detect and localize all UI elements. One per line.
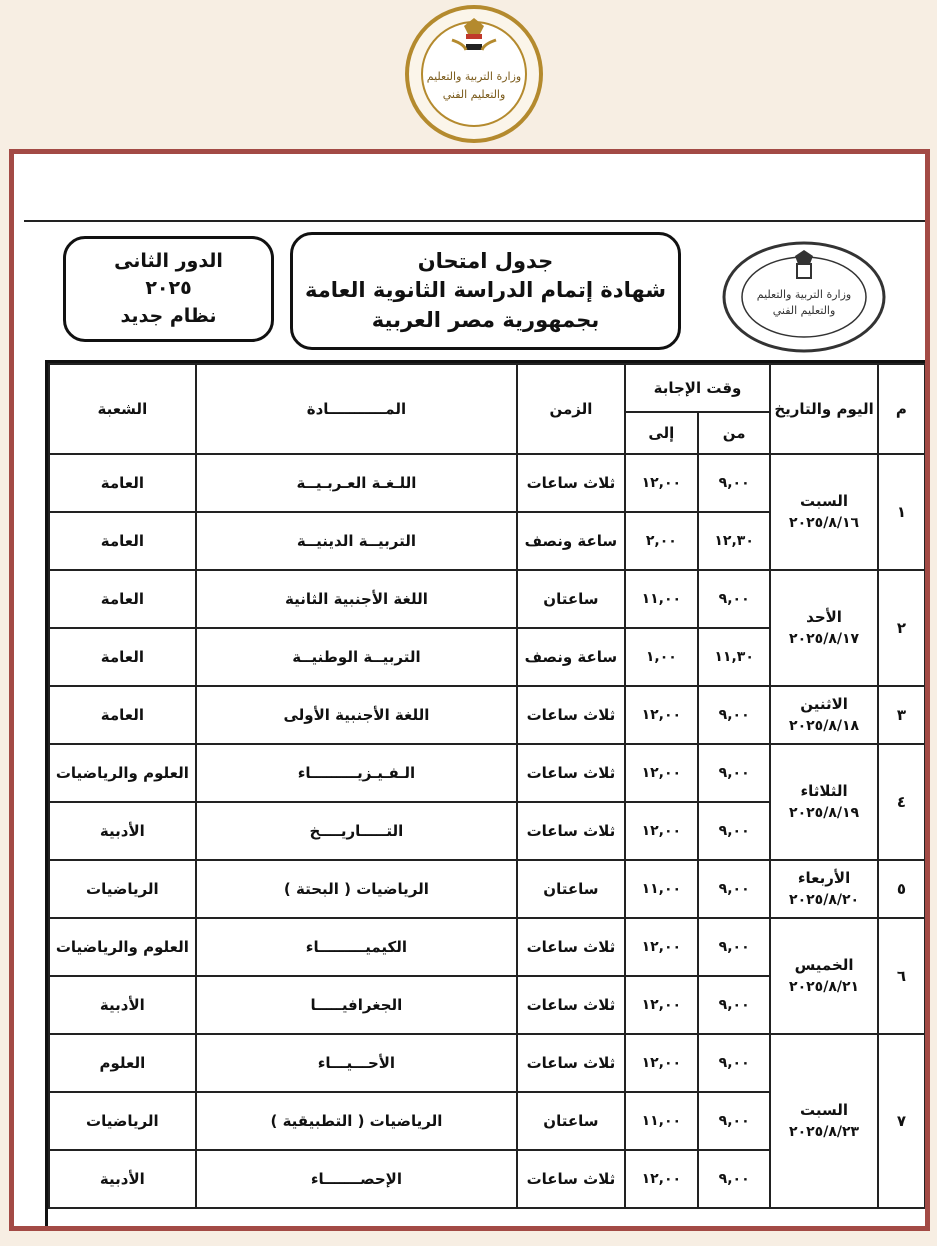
time-to: ١,٠٠ (625, 628, 698, 686)
header-from: من (698, 412, 770, 454)
branch: العامة (49, 686, 196, 744)
row-number: ٦ (878, 918, 925, 1034)
duration: ساعة ونصف (517, 628, 624, 686)
day-name: الأحد (806, 608, 842, 627)
title-box (290, 232, 681, 350)
page-title: جدول امتحان (417, 248, 554, 273)
time-to: ١٢,٠٠ (625, 454, 698, 512)
header-day: اليوم والتاريخ (770, 364, 877, 454)
time-from: ٩,٠٠ (698, 860, 770, 918)
duration: ثلاث ساعات (517, 976, 624, 1034)
day-date-cell (770, 570, 877, 686)
day-date-cell (770, 686, 877, 744)
duration: ثلاث ساعات (517, 686, 624, 744)
date: ٢٠٢٥/٨/٢٣ (789, 1123, 860, 1140)
branch: العامة (49, 512, 196, 570)
time-to: ١١,٠٠ (625, 570, 698, 628)
duration: ساعة ونصف (517, 512, 624, 570)
table-row (49, 918, 925, 976)
country-label: بجمهورية مصر العربية (371, 307, 600, 332)
subject: الرياضيات ( البحتة ) (196, 860, 517, 918)
divider (24, 220, 925, 222)
time-to: ١٢,٠٠ (625, 1034, 698, 1092)
duration: ثلاث ساعات (517, 802, 624, 860)
duration: ثلاث ساعات (517, 918, 624, 976)
time-from: ٩,٠٠ (698, 1092, 770, 1150)
time-to: ٢,٠٠ (625, 512, 698, 570)
subject: اللغة الأجنبية الأولى (196, 686, 517, 744)
time-to: ١٢,٠٠ (625, 918, 698, 976)
ministry-seal-header (719, 240, 889, 355)
duration: ساعتان (517, 860, 624, 918)
subject: التـــــاريــــخ (196, 802, 517, 860)
branch: الرياضيات (49, 1092, 196, 1150)
header-answer-time: وقت الإجابة (625, 364, 771, 412)
time-to: ١٢,٠٠ (625, 686, 698, 744)
duration: ساعتان (517, 1092, 624, 1150)
time-from: ١٢,٣٠ (698, 512, 770, 570)
day-name: السبت (800, 1101, 849, 1120)
header-duration: الزمن (517, 364, 624, 454)
page-subtitle: شهادة إتمام الدراسة الثانوية العامة (305, 278, 666, 303)
row-number: ٢ (878, 570, 925, 686)
date: ٢٠٢٥/٨/٢٠ (789, 891, 860, 908)
time-to: ١٢,٠٠ (625, 744, 698, 802)
row-number: ١ (878, 454, 925, 570)
time-from: ٩,٠٠ (698, 1150, 770, 1208)
table-row (49, 1034, 925, 1092)
branch: العلوم والرياضيات (49, 744, 196, 802)
time-to: ١٢,٠٠ (625, 976, 698, 1034)
table-row (49, 744, 925, 802)
time-from: ١١,٣٠ (698, 628, 770, 686)
exam-round-box (63, 236, 274, 342)
branch: العامة (49, 628, 196, 686)
year-label: ٢٠٢٥ (145, 277, 192, 300)
table-row (49, 686, 925, 744)
date: ٢٠٢٥/٨/١٨ (789, 717, 860, 734)
day-date-cell (770, 454, 877, 570)
time-from: ٩,٠٠ (698, 454, 770, 512)
duration: ثلاث ساعات (517, 1150, 624, 1208)
time-from: ٩,٠٠ (698, 802, 770, 860)
day-name: الاثنين (800, 695, 848, 714)
branch: العامة (49, 570, 196, 628)
header-to: إلى (625, 412, 698, 454)
header-subject: المـــــــــــادة (196, 364, 517, 454)
row-number: ٧ (878, 1034, 925, 1208)
subject: الـفـيـزيـــــــــاء (196, 744, 517, 802)
header-branch: الشعبة (49, 364, 196, 454)
day-name: الخميس (794, 956, 854, 975)
time-to: ١٢,٠٠ (625, 802, 698, 860)
branch: الأدبية (49, 802, 196, 860)
duration: ثلاث ساعات (517, 1034, 624, 1092)
subject: اللـغـة العـربـيــة (196, 454, 517, 512)
exam-schedule-table (45, 360, 929, 1231)
time-to: ١١,٠٠ (625, 1092, 698, 1150)
table-row (49, 454, 925, 512)
day-date-cell (770, 1034, 877, 1208)
branch: العامة (49, 454, 196, 512)
date: ٢٠٢٥/٨/١٩ (789, 804, 860, 821)
time-to: ١٢,٠٠ (625, 1150, 698, 1208)
seal-small-text-line2: والتعليم الفني (772, 304, 836, 317)
document-frame (9, 149, 930, 1231)
table-row (49, 860, 925, 918)
day-date-cell (770, 918, 877, 1034)
seal-text-line1: وزارة التربية والتعليم (426, 70, 522, 83)
date: ٢٠٢٥/٨/١٧ (789, 630, 860, 647)
branch: الأدبية (49, 976, 196, 1034)
day-date-cell (770, 744, 877, 860)
branch: الأدبية (49, 1150, 196, 1208)
subject: التربيــة الوطنيــة (196, 628, 517, 686)
row-number: ٥ (878, 860, 925, 918)
time-from: ٩,٠٠ (698, 686, 770, 744)
branch: الرياضيات (49, 860, 196, 918)
table-row (49, 570, 925, 628)
time-from: ٩,٠٠ (698, 570, 770, 628)
duration: ثلاث ساعات (517, 454, 624, 512)
time-from: ٩,٠٠ (698, 1034, 770, 1092)
header-num: م (878, 364, 925, 454)
seal-small-text-line1: وزارة التربية والتعليم (756, 288, 852, 301)
subject: التربيــة الدينيــة (196, 512, 517, 570)
duration: ساعتان (517, 570, 624, 628)
time-to: ١١,٠٠ (625, 860, 698, 918)
subject: الأحـــيـــاء (196, 1034, 517, 1092)
ministry-seal-top (404, 4, 544, 144)
system-label: نظام جديد (120, 304, 217, 327)
date: ٢٠٢٥/٨/٢١ (789, 978, 860, 995)
day-date-cell (770, 860, 877, 918)
subject: اللغة الأجنبية الثانية (196, 570, 517, 628)
day-name: السبت (800, 492, 849, 511)
subject: الإحصـــــــاء (196, 1150, 517, 1208)
duration: ثلاث ساعات (517, 744, 624, 802)
time-from: ٩,٠٠ (698, 744, 770, 802)
subject: الرياضيات ( التطبيقية ) (196, 1092, 517, 1150)
time-from: ٩,٠٠ (698, 918, 770, 976)
seal-text-line2: والتعليم الفني (442, 88, 506, 101)
time-from: ٩,٠٠ (698, 976, 770, 1034)
branch: العلوم (49, 1034, 196, 1092)
date: ٢٠٢٥/٨/١٦ (789, 514, 860, 531)
branch: العلوم والرياضيات (49, 918, 196, 976)
row-number: ٣ (878, 686, 925, 744)
day-name: الأربعاء (797, 869, 851, 888)
round-label: الدور الثانى (114, 249, 223, 272)
day-name: الثلاثاء (800, 782, 848, 801)
subject: الجغرافيـــــا (196, 976, 517, 1034)
subject: الكيميـــــــــاء (196, 918, 517, 976)
row-number: ٤ (878, 744, 925, 860)
